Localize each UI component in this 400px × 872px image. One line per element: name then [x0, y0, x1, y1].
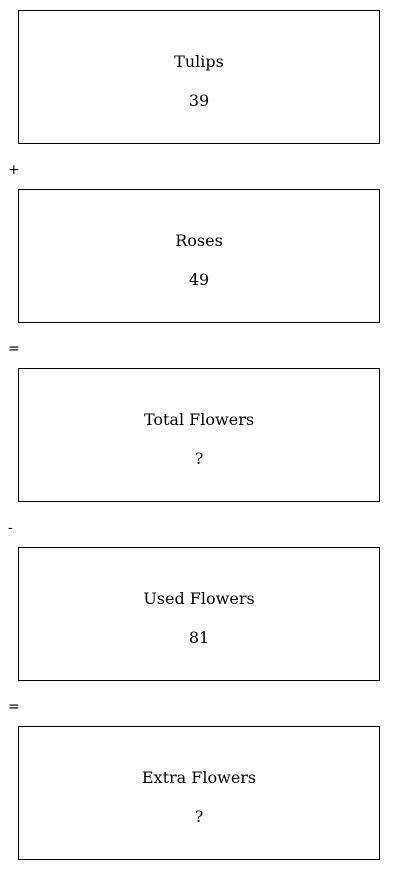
total-flowers-box: [18, 368, 380, 502]
used-flowers-box: [18, 547, 380, 681]
total-flowers-value: ?: [194, 449, 204, 468]
tulips-box: [18, 10, 380, 144]
tulips-value: 39: [188, 91, 210, 110]
equals-operator-1: =: [8, 341, 20, 357]
used-flowers-value: 81: [188, 628, 210, 647]
total-flowers-label: Total Flowers: [143, 410, 255, 429]
equals-operator-2: =: [8, 699, 20, 715]
extra-flowers-box: [18, 726, 380, 860]
extra-flowers-label: Extra Flowers: [141, 768, 257, 787]
plus-operator: +: [8, 162, 20, 178]
roses-value: 49: [188, 270, 210, 289]
roses-box: [18, 189, 380, 323]
minus-operator: -: [8, 520, 13, 536]
tulips-label: Tulips: [174, 52, 224, 71]
extra-flowers-value: ?: [194, 807, 204, 826]
used-flowers-label: Used Flowers: [143, 589, 255, 608]
roses-label: Roses: [175, 231, 223, 250]
